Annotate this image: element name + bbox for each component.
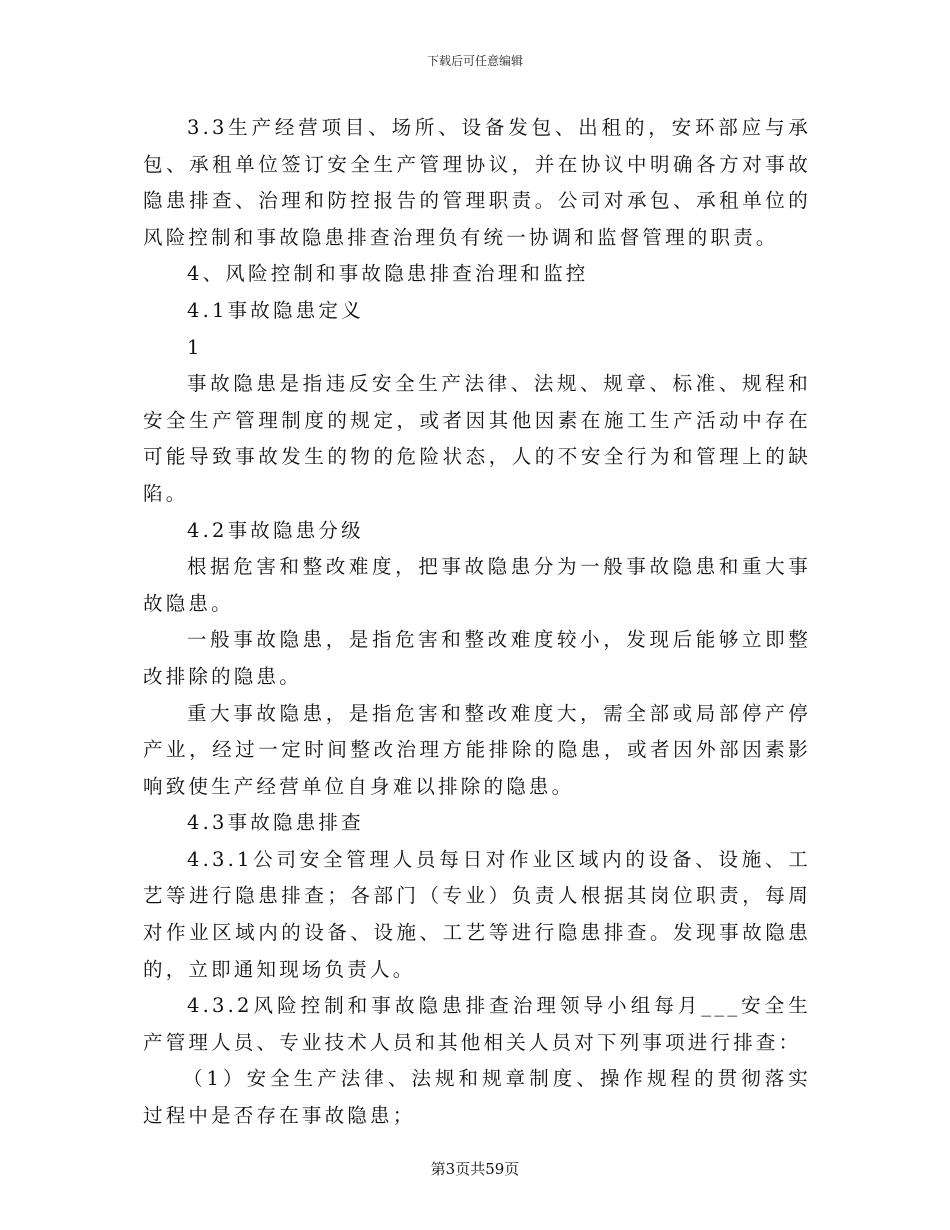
page-number: 第3页共59页 <box>430 1160 520 1178</box>
paragraph: 事故隐患是指违反安全生产法律、法规、规章、标准、规程和安全生产管理制度的规定，或者因其他因素在施工生产活动中存在可能导致事故发生的物的危险状态，人的不安全行为和管理上的缺陷。 <box>143 372 811 505</box>
list-item: （1）安全生产法律、法规和规章制度、操作规程的贯彻落实过程中是否存在事故隐患； <box>143 1067 811 1128</box>
document-body <box>143 110 811 1135</box>
page-header: 下载后可任意编辑 <box>426 54 523 68</box>
paragraph: 一般事故隐患，是指危害和整改难度较小，发现后能够立即整改排除的隐患。 <box>143 628 811 688</box>
subsection-heading: 4.2事故隐患分级 <box>187 518 364 542</box>
paragraph: 1 <box>187 335 203 359</box>
subsection-heading: 4.3事故隐患排查 <box>187 811 364 835</box>
section-heading: 4、风险控制和事故隐患排查治理和监控 <box>187 262 589 286</box>
paragraph: 重大事故隐患，是指危害和整改难度大，需全部或局部停产停产业，经过一定时间整改治理方能排除的隐患，或者因外部因素影响致使生产经营单位自身难以排除的隐患。 <box>143 701 811 798</box>
paragraph: 3.3生产经营项目、场所、设备发包、出租的，安环部应与承包、承租单位签订安全生产管理协议，并在协议中明确各方对事故隐患排查、治理和防控报告的管理职责。公司对承包、承租单位的风险控制和事故隐患排查治理负有统一协调和监督管理的职责。 <box>143 116 811 249</box>
paragraph: 4.3.1公司安全管理人员每日对作业区域内的设备、设施、工艺等进行隐患排查；各部门（专业）负责人根据其岗位职责，每周对作业区域内的设备、设施、工艺等进行隐患排查。发现事故隐患的，立即通知现场负责人。 <box>143 847 811 981</box>
subsection-heading: 4.1事故隐患定义 <box>187 298 364 322</box>
paragraph: 根据危害和整改难度，把事故隐患分为一般事故隐患和重大事故隐患。 <box>143 555 811 615</box>
paragraph: 4.3.2风险控制和事故隐患排查治理领导小组每月___安全生产管理人员、专业技术人员和其他相关人员对下列事项进行排查： <box>143 994 811 1054</box>
